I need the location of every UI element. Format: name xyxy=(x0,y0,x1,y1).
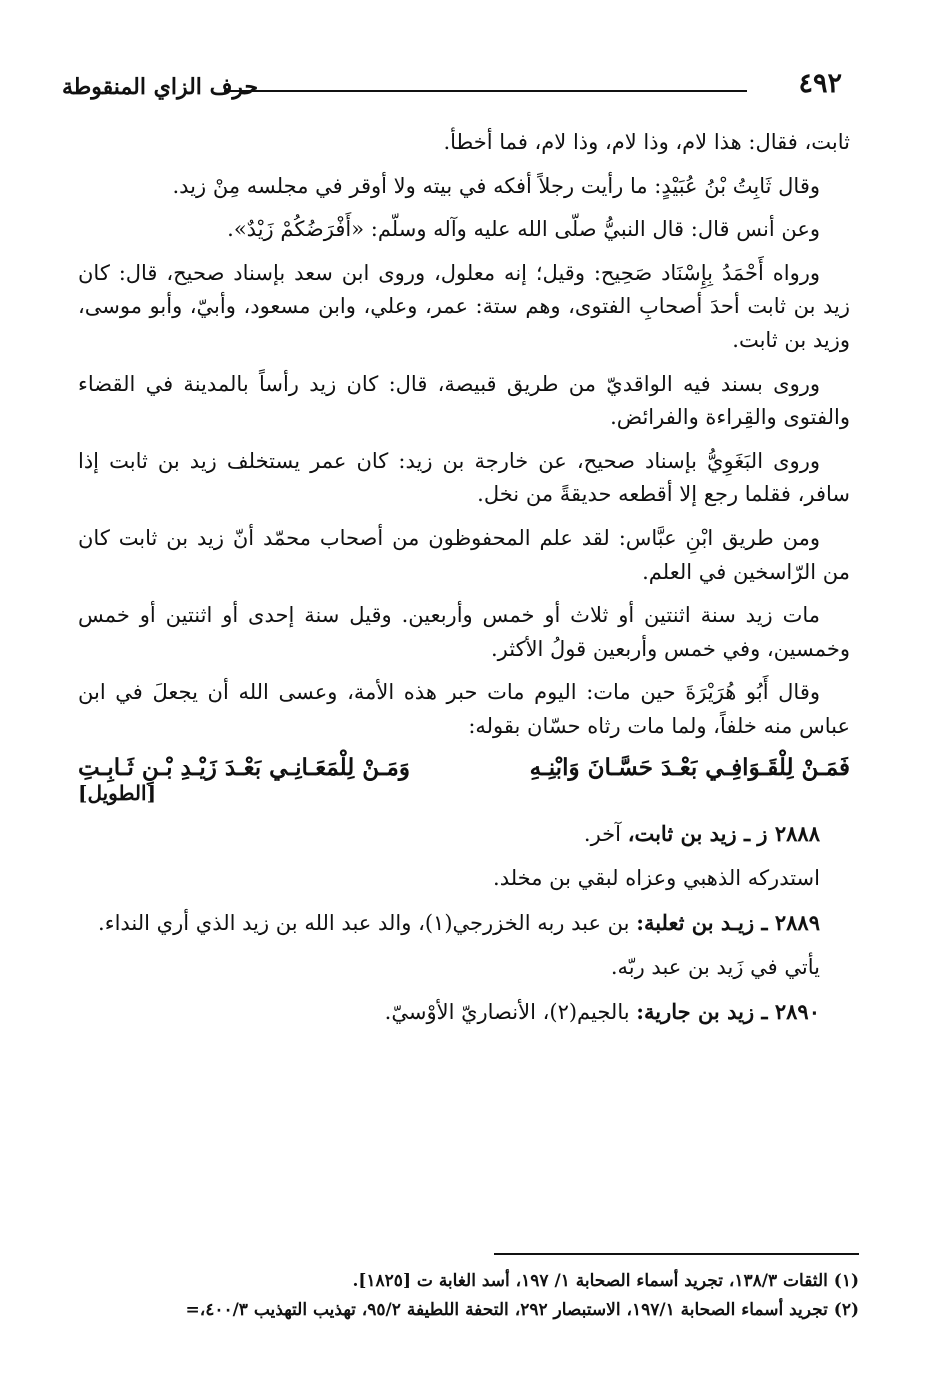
paragraph: وروى البَغَوِيُّ بإسناد صحيح، عن خارجة بن زيد: كان عمر يستخلف زيد بن ثابت إذا سافر، فقلما رجع إلا أقطعه حديقةً من نخل. xyxy=(78,448,850,507)
entry-text: آخر. xyxy=(583,821,628,846)
page-number: ٤٩٢ xyxy=(798,68,842,99)
entry-title: ٢٨٨٨ ز ـ زيد بن ثابت، xyxy=(627,820,820,846)
main-text xyxy=(78,126,850,1039)
entry xyxy=(78,950,850,985)
entry-title: ٢٨٨٩ ـ زيـد بن ثعلبة: xyxy=(636,909,820,935)
verse-hemistich-second: وَمَـنْ لِلْمَعَـانِـي بَعْـدَ زَيْـدِ بْـنِ ثَـابِـتِ xyxy=(78,753,410,781)
entry-text: بالجيم(٢)، الأنصاريّ الأوْسيّ. xyxy=(384,999,637,1024)
paragraph: مات زيد سنة اثنتين أو ثلاث أو خمس وأربعين. وقيل سنة إحدى أو اثنتين أو خمس وخمسين، وفي خمس وأربعين قولُ الأكثر. xyxy=(78,603,850,661)
entry-text: استدركه الذهبي وعزاه لبقي بن مخلد. xyxy=(493,866,820,891)
verse-meter: [الطويل] xyxy=(78,780,157,805)
entry-title: ٢٨٩٠ ـ زيد بن جارية: xyxy=(636,998,820,1024)
paragraph: ومن طريق ابْنِ عبَّاس: لقد علم المحفوظون من أصحاب محمّد أنّ زيد بن ثابت كان من الرّاسخين في العلم. xyxy=(78,525,850,584)
entry xyxy=(78,906,850,941)
paragraph: ورواه أَحْمَدُ بِإِسْنَاد صَحِيح: وقيل؛ إنه معلول، وروى ابن سعد بإسناد صحيح، قال: كان زيد بن ثابت أحدَ أصحابِ الفتوى، وهم ستة: عمر، وعلي، وابن مسعود، وأبيّ، وأبو موسى، وزيد بن ثابت. xyxy=(78,260,850,352)
footnotes xyxy=(78,1267,859,1325)
entry-text: بن عبد ربه الخزرجي(١)، والد عبد الله بن زيد الذي أري النداء. xyxy=(98,910,637,935)
entry xyxy=(78,861,850,896)
paragraph: وقال أَبُو هُرَيْرَةَ حين مات: اليوم مات حبر هذه الأمة، وعسى الله أن يجعلَ في ابن عباس منه خلفاً، ولما مات رثاه حسّان بقوله: xyxy=(78,680,850,738)
paragraph: ثابت، فقال: هذا لام، وذا لام، وذا لام، فما أخطأ. xyxy=(443,130,850,154)
paragraph: وروى بسند فيه الواقديّ من طريق قبيصة، قال: كان زيد رأساً بالمدينة في القضاء والفتوى والقِراءة والفرائض. xyxy=(78,371,850,430)
footnote: (١) الثقات ١٣٨/٣، تجريد أسماء الصحابة ١/ ١٩٧، أسد الغابة ت [١٨٢٥]. xyxy=(352,1271,859,1291)
entry xyxy=(78,817,850,852)
section-title: حرف الزاي المنقوطة xyxy=(62,74,259,100)
verse-hemistich-first: فَمَـنْ لِلْقَـوَافِـي بَعْـدَ حَسَّـانَ وَابْنِـهِ xyxy=(529,753,850,781)
entry-text: يأتي في زَيد بن عبد ربّه. xyxy=(610,955,820,980)
poem-verse xyxy=(78,754,850,781)
footnote-rule xyxy=(494,1253,859,1255)
paragraph: وعن أنس قال: قال النبيُّ صلّى الله عليه وآله وسلّم: «أَفْرَضُكُمْ زَيْدٌ». xyxy=(227,217,820,242)
entry xyxy=(78,995,850,1030)
footnote: (٢) تجريد أسماء الصحابة ١٩٧/١، الاستبصار ٢٩٢، التحفة اللطيفة ٩٥/٢، تهذيب التهذيب ٤٠٠/٣،= xyxy=(185,1299,859,1320)
paragraph: وقال ثَابِتُ بْنُ عُبَيْدٍ: ما رأيت رجلاً أفكه في بيته ولا أوقر في مجلسه مِنْ زيد. xyxy=(172,173,820,198)
header-rule xyxy=(224,90,747,92)
page-header xyxy=(62,68,842,108)
